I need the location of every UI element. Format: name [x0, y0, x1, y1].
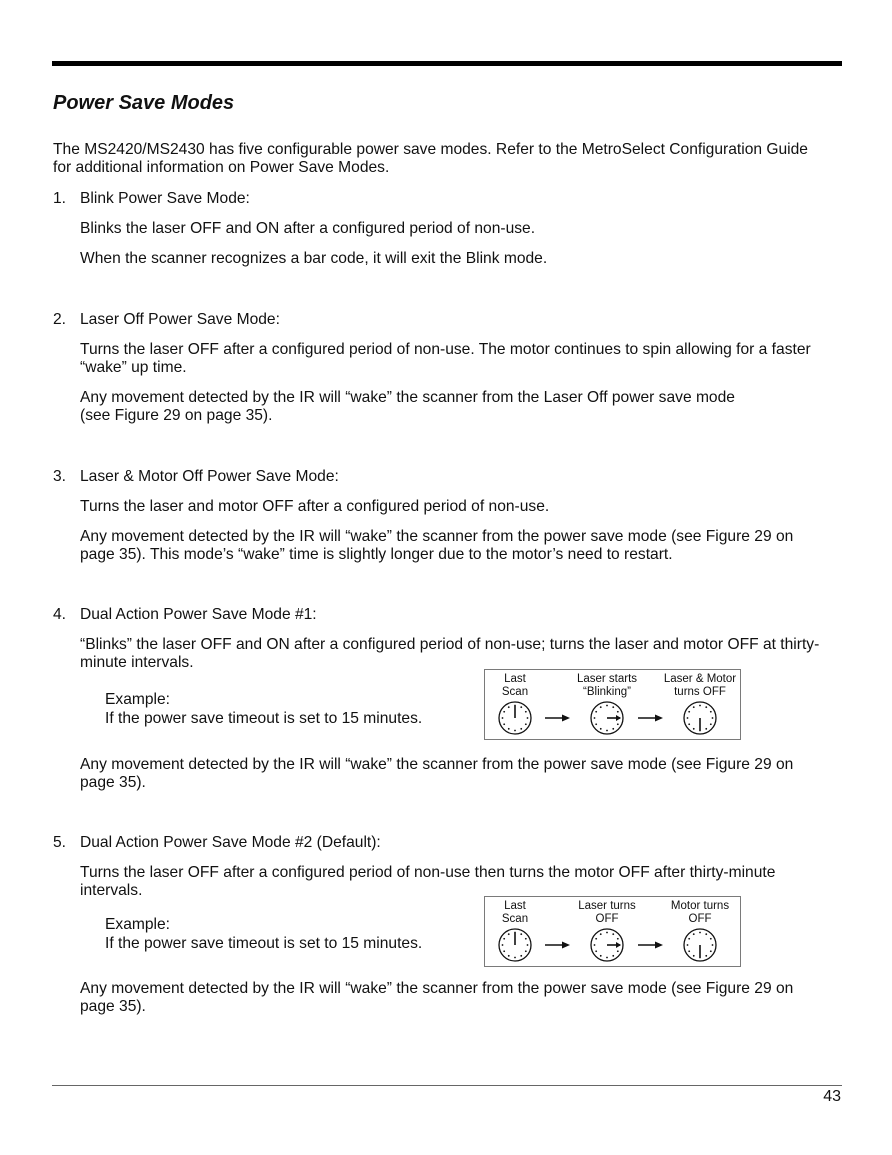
mode-5-paragraph-1-line-2: intervals.: [80, 882, 143, 899]
clock-icon: [684, 929, 716, 961]
mode-4-example-text: If the power save timeout is set to 15 minutes.: [105, 710, 423, 727]
mode-2-heading: Laser Off Power Save Mode:: [80, 311, 280, 328]
mode-1-paragraph-2: When the scanner recognizes a bar code, it will exit the Blink mode.: [80, 250, 548, 267]
mode-1-paragraph-1: Blinks the laser OFF and ON after a configured period of non-use.: [80, 220, 536, 237]
mode-2-paragraph-2-line-2: (see Figure 29 on page 35).: [80, 407, 273, 424]
mode-5-example-label: Example:: [105, 916, 171, 933]
arrow-icon: [545, 715, 570, 722]
page-number: 43: [823, 1088, 841, 1105]
diagram-label-laser-starts-blinking: Laser starts “Blinking”: [576, 673, 638, 698]
mode-1-number: 1.: [53, 190, 67, 207]
mode-4-number: 4.: [53, 606, 67, 623]
mode-5-timeline-diagram: [484, 896, 741, 967]
mode-4-paragraph-2-line-2: page 35).: [80, 774, 146, 791]
intro-text-line-2: for additional information on Power Save Modes.: [53, 159, 390, 176]
mode-5-paragraph-1-line-1: Turns the laser OFF after a configured period of non-use then turns the motor OFF after thirty-minute: [80, 864, 776, 881]
clock-timeline: [485, 670, 740, 739]
arrow-icon: [638, 942, 663, 949]
mode-1-heading: Blink Power Save Mode:: [80, 190, 250, 207]
mode-4-heading: Dual Action Power Save Mode #1:: [80, 606, 317, 623]
mode-2-paragraph-1-line-2: “wake” up time.: [80, 359, 187, 376]
mode-2-number: 2.: [53, 311, 67, 328]
clock-icon: [499, 702, 531, 734]
mode-4-example-label: Example:: [105, 691, 171, 708]
intro-text-line-1: The MS2420/MS2430 has five configurable power save modes. Refer to the MetroSelect Configuration Guide: [53, 141, 808, 158]
mode-5-number: 5.: [53, 834, 67, 851]
mode-4-paragraph-2-line-1: Any movement detected by the IR will “wake” the scanner from the power save mode (see Figure 29 on: [80, 756, 794, 773]
section-title: Power Save Modes: [53, 92, 235, 114]
mode-4-paragraph-1-line-1: “Blinks” the laser OFF and ON after a configured period of non-use; turns the laser and motor OFF at thirty-: [80, 636, 820, 653]
mode-3-number: 3.: [53, 468, 67, 485]
mode-5-paragraph-2-line-2: page 35).: [80, 998, 146, 1015]
clock-icon: [499, 929, 531, 961]
diagram-label-laser-turns-off: Laser turns OFF: [578, 900, 636, 925]
mode-2-paragraph-2-line-1: Any movement detected by the IR will “wake” the scanner from the Laser Off power save mode: [80, 389, 735, 406]
footer-rule: [52, 1085, 842, 1086]
mode-4-timeline-diagram: [484, 669, 741, 740]
diagram-label-motor-turns-off: Motor turns OFF: [670, 900, 730, 925]
mode-3-heading: Laser & Motor Off Power Save Mode:: [80, 468, 339, 485]
mode-5-example-text: If the power save timeout is set to 15 minutes.: [105, 935, 423, 952]
mode-3-paragraph-1: Turns the laser and motor OFF after a configured period of non-use.: [80, 498, 550, 515]
clock-icon: [684, 702, 716, 734]
clock-timeline: [485, 897, 740, 966]
mode-3-paragraph-2-line-2: page 35). This mode’s “wake” time is slightly longer due to the motor’s need to restart.: [80, 546, 673, 563]
arrow-icon: [638, 715, 663, 722]
diagram-label-laser-motor-off: Laser & Motor turns OFF: [663, 673, 737, 698]
clock-icon: [591, 702, 623, 734]
mode-4-paragraph-1-line-2: minute intervals.: [80, 654, 194, 671]
diagram-label-last-scan: Last Scan: [501, 673, 529, 698]
clock-icon: [591, 929, 623, 961]
mode-5-paragraph-2-line-1: Any movement detected by the IR will “wake” the scanner from the power save mode (see Figure 29 on: [80, 980, 794, 997]
header-rule: [52, 61, 842, 66]
mode-3-paragraph-2-line-1: Any movement detected by the IR will “wake” the scanner from the power save mode (see Figure 29 on: [80, 528, 794, 545]
mode-5-heading: Dual Action Power Save Mode #2 (Default):: [80, 834, 381, 851]
mode-2-paragraph-1-line-1: Turns the laser OFF after a configured period of non-use. The motor continues to spin allowing for a faster: [80, 341, 811, 358]
diagram-label-last-scan: Last Scan: [501, 900, 529, 925]
arrow-icon: [545, 942, 570, 949]
